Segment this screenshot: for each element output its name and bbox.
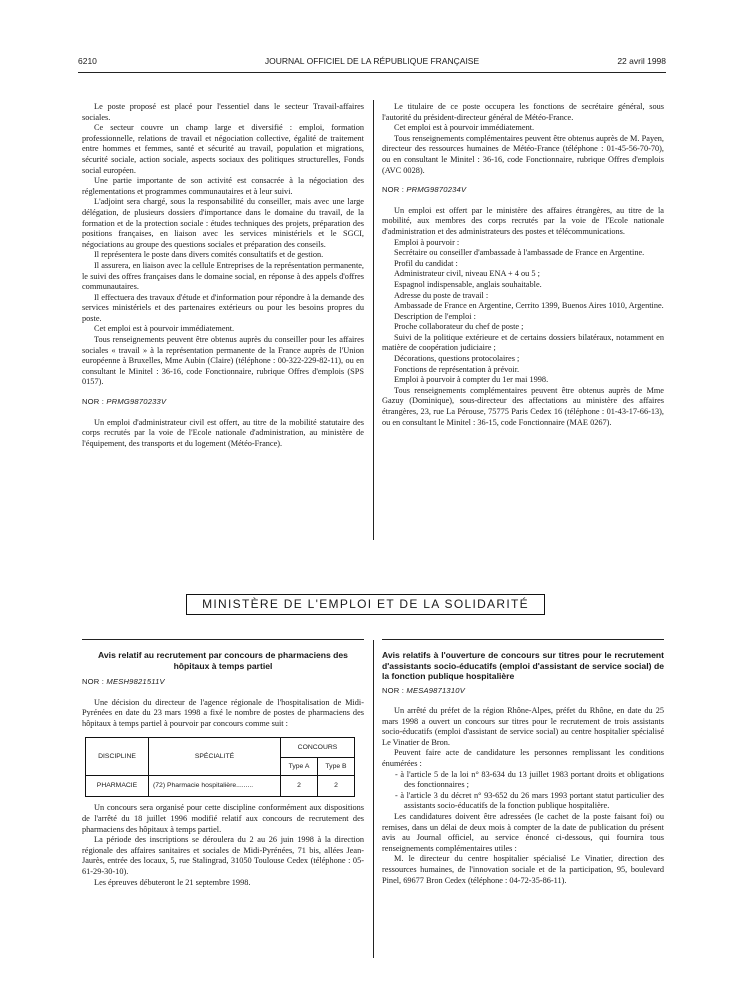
ministry-banner: MINISTÈRE DE L'EMPLOI ET DE LA SOLIDARITÉ — [186, 594, 545, 615]
paragraph: M. le directeur du centre hospitalier spécialisé Le Vinatier, direction des ressources humaines, de l'innovation sociale et de la participation, 95, boulevard Pinel, 69677 Bron Cedex (téléphone : 04-72-35-86-11). — [382, 854, 664, 885]
list-line: Fonctions de représentation à prévoir. — [394, 364, 520, 374]
list-line: Adresse du poste de travail : — [394, 290, 489, 300]
list-line: Décorations, questions protocolaires ; — [394, 354, 520, 364]
paragraph: Le titulaire de ce poste occupera les fonctions de secrétaire général, sous l'autorité du président-directeur général de Météo-France. — [382, 102, 664, 122]
table-row — [86, 776, 355, 797]
notice-title: Avis relatifs à l'ouverture de concours sur titres pour le recrutement d'assistants socio-éducatifs (emploi d'assistant de service social) de la fonction publique hospitalière — [382, 650, 664, 681]
paragraph: Ce secteur couvre un champ large et diversifié : emploi, formation professionnelle, relations de travail et négociation collective, égalité de traitement entre hommes et femmes, santé et sécurité au travail, population et migrations, sécurité sociale, action sociale, aspects sociaux des politiques structurelles, Fonds social européen. — [82, 123, 364, 175]
list-line: Emploi à pourvoir : — [394, 237, 460, 247]
journal-title: JOURNAL OFFICIEL DE LA RÉPUBLIQUE FRANÇAISE — [264, 56, 480, 66]
list-line: Secrétaire ou conseiller d'ambassade à l'ambassade de France en Argentine. — [394, 248, 645, 258]
table-header-discipline: DISCIPLINE — [86, 738, 149, 776]
list-line: Proche collaborateur du chef de poste ; — [394, 322, 524, 332]
nor-label: NOR : — [382, 685, 405, 695]
paragraph: Les candidatures doivent être adressées (le cachet de la poste faisant foi) ou remises, dans un délai de deux mois à compter de la date de publication du présent avis au Journal officiel, au service énoncé ci-dessous, qui fournira tous renseignements complémentaires utiles : — [382, 812, 664, 853]
list-item: - à l'article 5 de la loi n° 83-634 du 13 juillet 1983 portant droits et obligations des fonctionnaires ; — [395, 769, 664, 790]
paragraph: Tous renseignements peuvent être obtenus auprès du conseiller pour les affaires sociales « travail » à la représentation permanente de la France auprès de l'Union européenne à Bruxelles, Mme Aubin (Claire) (téléphone : 00-322-229-82-11), ou en consultant le Minitel : 36-16, code Fonctionnaire, rubrique Offres d'emplois (SPS 0157). — [82, 335, 364, 387]
paragraph: Il effectuera des travaux d'étude et d'information pour répondre à la demande des services ministériels et des partenaires extérieurs ou pour les besoins propres du poste. — [82, 292, 364, 323]
nor-label: NOR : — [82, 397, 105, 407]
paragraph: La période des inscriptions se déroulera du 2 au 26 juin 1998 à la direction régionale des affaires sanitaires et sociales de Midi-Pyrénées, 71 bis, allées Jean-Jaurès, entrée des locaux, 5, rue Stalingrad, 31050 Toulouse Cedex (téléphone : 05-61-29-30-10). — [82, 835, 364, 876]
list-line: Suivi de la politique extérieure et de certains dossiers bilatéraux, notamment en matière de coopération judiciaire ; — [382, 332, 664, 353]
issue-date: 22 avril 1998 — [617, 56, 666, 66]
nor-code: PRMG9870234V — [406, 185, 467, 195]
page-number: 6210 — [78, 56, 97, 66]
table-header-specialite: SPÉCIALITÉ — [149, 738, 281, 776]
notice-title: Avis relatif au recrutement par concours de pharmaciens des hôpitaux à temps partiel — [98, 650, 348, 671]
paragraph: Cet emploi est à pourvoir immédiatement. — [94, 324, 235, 334]
paragraph: Peuvent faire acte de candidature les personnes remplissant les conditions énumérées : — [382, 748, 664, 769]
paragraph: L'adjoint sera chargé, sous la responsabilité du conseiller, mais avec une large délégation, de plusieurs dossiers d'importance dans le domaine du travail, de la formation et de la protection sociale : études techniques des projets, préparation des positions françaises, en liaison avec les services ministériels et le SGCI, négociations au groupe des questions sociales et préparation des conseils. — [82, 197, 364, 249]
right-column-top — [382, 102, 664, 428]
paragraph: Il représentera le poste dans divers comités consultatifs et de gestion. — [94, 250, 324, 260]
section-rule — [82, 639, 364, 640]
nor-code: PRMG9870233V — [106, 397, 167, 407]
nor-code: MESH9821511V — [106, 677, 165, 686]
list-line: Administrateur civil, niveau ENA + 4 ou 5 ; — [394, 269, 540, 279]
nor-reference — [382, 686, 664, 697]
nor-code: MESA9871310V — [406, 685, 465, 695]
table-header-concours: CONCOURS — [281, 738, 355, 758]
table-cell-discipline: PHARMACIE — [86, 776, 149, 797]
nor-label: NOR : — [382, 185, 405, 195]
paragraph: Tous renseignements complémentaires peuvent être obtenus auprès de M. Payen, directeur des ressources humaines de Météo-France (téléphone : 01-45-56-70-70), ou en consultant le Minitel : 36-16, code Fonctionnaire, rubrique Offres d'emplois (AVC 0028). — [382, 133, 664, 175]
column-divider-top — [373, 100, 374, 540]
nor-reference — [382, 185, 664, 196]
header-rule — [78, 72, 666, 73]
page-header — [78, 56, 666, 70]
paragraph: Un emploi est offert par le ministère des affaires étrangères, au titre de la mobilité, aux membres des corps recrutés par la voie de l'Ecole nationale d'administration et des administrateurs des postes et télécommunications. — [382, 205, 664, 236]
table-cell-type-a: 2 — [281, 776, 318, 797]
section-rule — [382, 639, 664, 640]
list-line: Profil du candidat : — [394, 258, 458, 268]
paragraph: Cet emploi est à pourvoir immédiatement. — [394, 123, 535, 133]
right-column-bottom — [382, 650, 664, 886]
paragraph: Un concours sera organisé pour cette discipline conformément aux dispositions de l'arrêté du 18 juillet 1996 modifié relatif aux concours de recrutement des pharmaciens des hôpitaux à temps partiel. — [82, 803, 364, 834]
nor-label: NOR : — [82, 677, 105, 686]
list-line: Description de l'emploi : — [394, 311, 476, 321]
table-cell-specialite: (72) Pharmacie hospitalière......... — [149, 776, 281, 797]
paragraph: Une partie importante de son activité est consacrée à la négociation des réglementations et programmes communautaires et à leur suivi. — [82, 176, 364, 196]
concours-table — [85, 737, 355, 797]
paragraph: Tous renseignements complémentaires peuvent être obtenus auprès de Mme Gazuy (Dominique), sous-directeur des affectations au ministère des affaires étrangères, 23, rue La Pérouse, 75775 Paris Cedex 16 (téléphone : 01-43-17-66-13), ou en consultant le Minitel : 36-15, code Fonctionnaire (MAE 0267). — [382, 385, 664, 427]
paragraph: Il assurera, en liaison avec la cellule Entreprises de la représentation permanente, le suivi des offres françaises dans le domaine social, en réponse à des appels d'offres communautaires. — [82, 260, 364, 292]
nor-reference — [82, 677, 364, 688]
table-header-type-a: Type A — [281, 758, 318, 776]
list-line: Espagnol indispensable, anglais souhaitable. — [394, 279, 542, 289]
list-item: - à l'article 3 du décret n° 93-652 du 26 mars 1993 portant statut particulier des assistants socio-éducatifs de la fonction publique hospitalière. — [395, 790, 664, 811]
paragraph: Les épreuves débuteront le 21 septembre 1998. — [94, 877, 251, 887]
paragraph: Un emploi d'administrateur civil est offert, au titre de la mobilité statutaire des corps recrutés par la voie de l'Ecole nationale d'administration, au ministère de l'équipement, des transports et du logement (Météo-France). — [82, 417, 364, 448]
paragraph: Le poste proposé est placé pour l'essentiel dans le secteur Travail-affaires sociales. — [82, 102, 364, 122]
paragraph: Un arrêté du préfet de la région Rhône-Alpes, préfet du Rhône, en date du 25 mars 1998 a ouvert un concours sur titres pour le recrutement de trois assistants socio-éducatifs (emploi d'assistant de service social) au centre hospitalier spécialisé Le Vinatier de Bron. — [382, 706, 664, 747]
left-column-bottom — [82, 650, 364, 888]
table-cell-type-b: 2 — [318, 776, 355, 797]
list-line: Ambassade de France en Argentine, Cerrito 1399, Buenos Aires 1010, Argentine. — [394, 301, 664, 311]
left-column-top — [82, 102, 364, 449]
nor-reference — [82, 397, 364, 408]
table-header-type-b: Type B — [318, 758, 355, 776]
column-divider-bottom — [373, 640, 374, 958]
list-line: Emploi à pourvoir à compter du 1er mai 1998. — [394, 375, 549, 385]
paragraph: Une décision du directeur de l'agence régionale de l'hospitalisation de Midi-Pyrénées en date du 23 mars 1998 a fixé le nombre de postes de pharmaciens des hôpitaux à temps partiel à pourvoir par concours comme suit : — [82, 697, 364, 728]
